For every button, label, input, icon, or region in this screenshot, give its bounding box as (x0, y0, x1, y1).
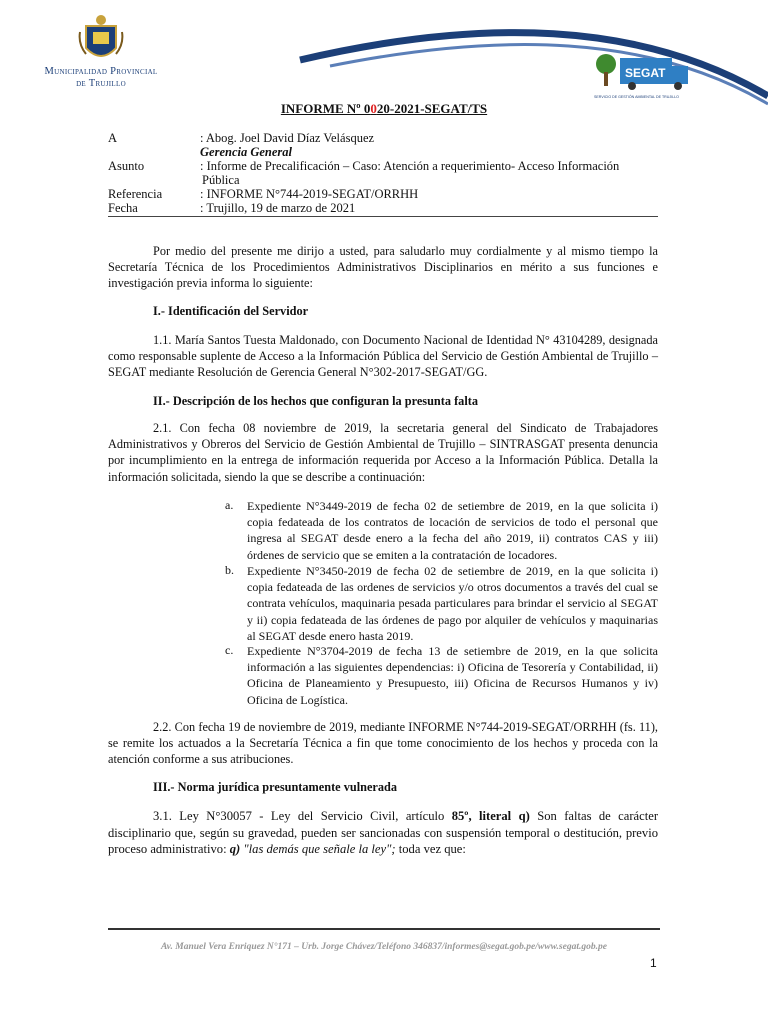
subject-label: Asunto (108, 159, 145, 173)
segat-logo-text: SEGAT (625, 66, 666, 80)
intro-paragraph: Por medio del presente me dirijo a usted, para saludarlo muy cordialmente y al mismo tiempo la Secretaría Técnica de los Procedimientos Administrativos Disciplinarios en mérito a sus funciones e investigación previa informa lo siguiente: (108, 244, 658, 291)
segat-logo-icon (592, 48, 696, 100)
municipality-name-line2: de Trujillo (76, 78, 126, 89)
document-title: INFORME Nº 0020-2021-SEGAT/TS (280, 101, 488, 116)
section-1-heading: I.- Identificación del Servidor (153, 304, 309, 318)
municipality-crest-icon (78, 14, 124, 66)
reference-label: Referencia (108, 187, 163, 201)
list-item: Expediente N°3449-2019 de fecha 02 de setiembre de 2019, en la que solicita i) copia fedateada de los contratos de locación de servicios de todo el personal que ingresa al SEGAT desde enero a la fecha del año 2019, ii) contratos CAS y iii) órdenes de servicio que se emiten a la contratación de locadores. (247, 499, 658, 562)
to-role: Gerencia General (200, 145, 292, 159)
paragraph-2-2: 2.2. Con fecha 19 de noviembre de 2019, mediante INFORME N°744-2019-SEGAT/ORRHH (fs. 11), se remite los actuados a la Secretaría Técnica a fin que tome conocimiento de los hechos y proceda con la atención conforme a sus atribuciones. (108, 720, 658, 767)
subject-value: : Informe de Precalificación – Caso: Atención a requerimiento- Acceso Información (200, 159, 620, 173)
header-divider (108, 216, 658, 217)
list-item: Expediente N°3450-2019 de fecha 02 de setiembre de 2019, en la que solicita i) copia fedateada de las ordenes de servicios y/o otros documentos a través del cual se contrata vehículos, maquinaria pesada particulares para brindar el servicio al SEGAT y ii) copia fedateada de las órdenes de pago por alquiler de vehículos y maquinarias al SEGAT desde enero hasta 2019. (247, 564, 658, 643)
list-item-marker: a. (225, 498, 234, 512)
subject-value-cont: Pública (202, 173, 240, 187)
date-label: Fecha (108, 201, 138, 215)
list-item-marker: c. (225, 643, 234, 657)
segat-logo-caption: SERVICIO DE GESTIÓN AMBIENTAL DE TRUJILLO (594, 95, 679, 99)
page-number: 1 (650, 956, 657, 970)
paragraph-3-1: 3.1. Ley N°30057 - Ley del Servicio Civil, artículo 85º, literal q) Son faltas de carácter disciplinario que, según su gravedad, pueden ser sancionadas con suspensión temporal o destitución, previo proceso administrativo: q) "las demás que señale la ley"; toda vez que: (108, 809, 659, 857)
reference-value: : INFORME N°744-2019-SEGAT/ORRHH (200, 187, 419, 201)
to-value: : Abog. Joel David Díaz Velásquez (200, 131, 375, 145)
footer-divider (108, 928, 660, 930)
paragraph-2-1: 2.1. Con fecha 08 noviembre de 2019, la secretaria general del Sindicato de Trabajadores Administrativos y Obreros del Servicio de Gestión Ambiental de Trujillo – SINTRASGAT presenta denuncia por incumplimiento en la entrega de información requerida por Acceso a la Información Pública. Detalla la información solicitada, siendo la que se describe a continuación: (108, 421, 658, 484)
section-2-heading: II.- Descripción de los hechos que configuran la presunta falta (153, 394, 478, 408)
list-item: Expediente N°3704-2019 de fecha 13 de setiembre de 2019, en la que solicita información a las siguientes dependencias: i) Oficina de Tesorería y Contabilidad, ii) Oficina de Planeamiento y Presupuesto, iii) Oficina de Recursos Humanos y iv) Oficina de Logística. (247, 644, 658, 707)
paragraph-1-1: 1.1. María Santos Tuesta Maldonado, con Documento Nacional de Identidad N° 43104289, designada como responsable suplente de Acceso a la Información Pública del Servicio de Gestión Ambiental de Trujillo – SEGAT mediante Resolución de Gerencia General N°302-2017-SEGAT/GG. (108, 333, 658, 380)
municipality-name-line1: Municipalidad Provincial (44, 66, 158, 77)
section-3-heading: III.- Norma jurídica presuntamente vulnerada (153, 780, 397, 794)
list-item-marker: b. (225, 563, 234, 577)
footer-address: Av. Manuel Vera Enriquez N°171 – Urb. Jorge Chávez/Teléfono 346837/informes@segat.gob.pe/www.segat.gob.pe (161, 942, 607, 952)
to-label: A (108, 131, 118, 145)
date-value: : Trujillo, 19 de marzo de 2021 (200, 201, 356, 215)
